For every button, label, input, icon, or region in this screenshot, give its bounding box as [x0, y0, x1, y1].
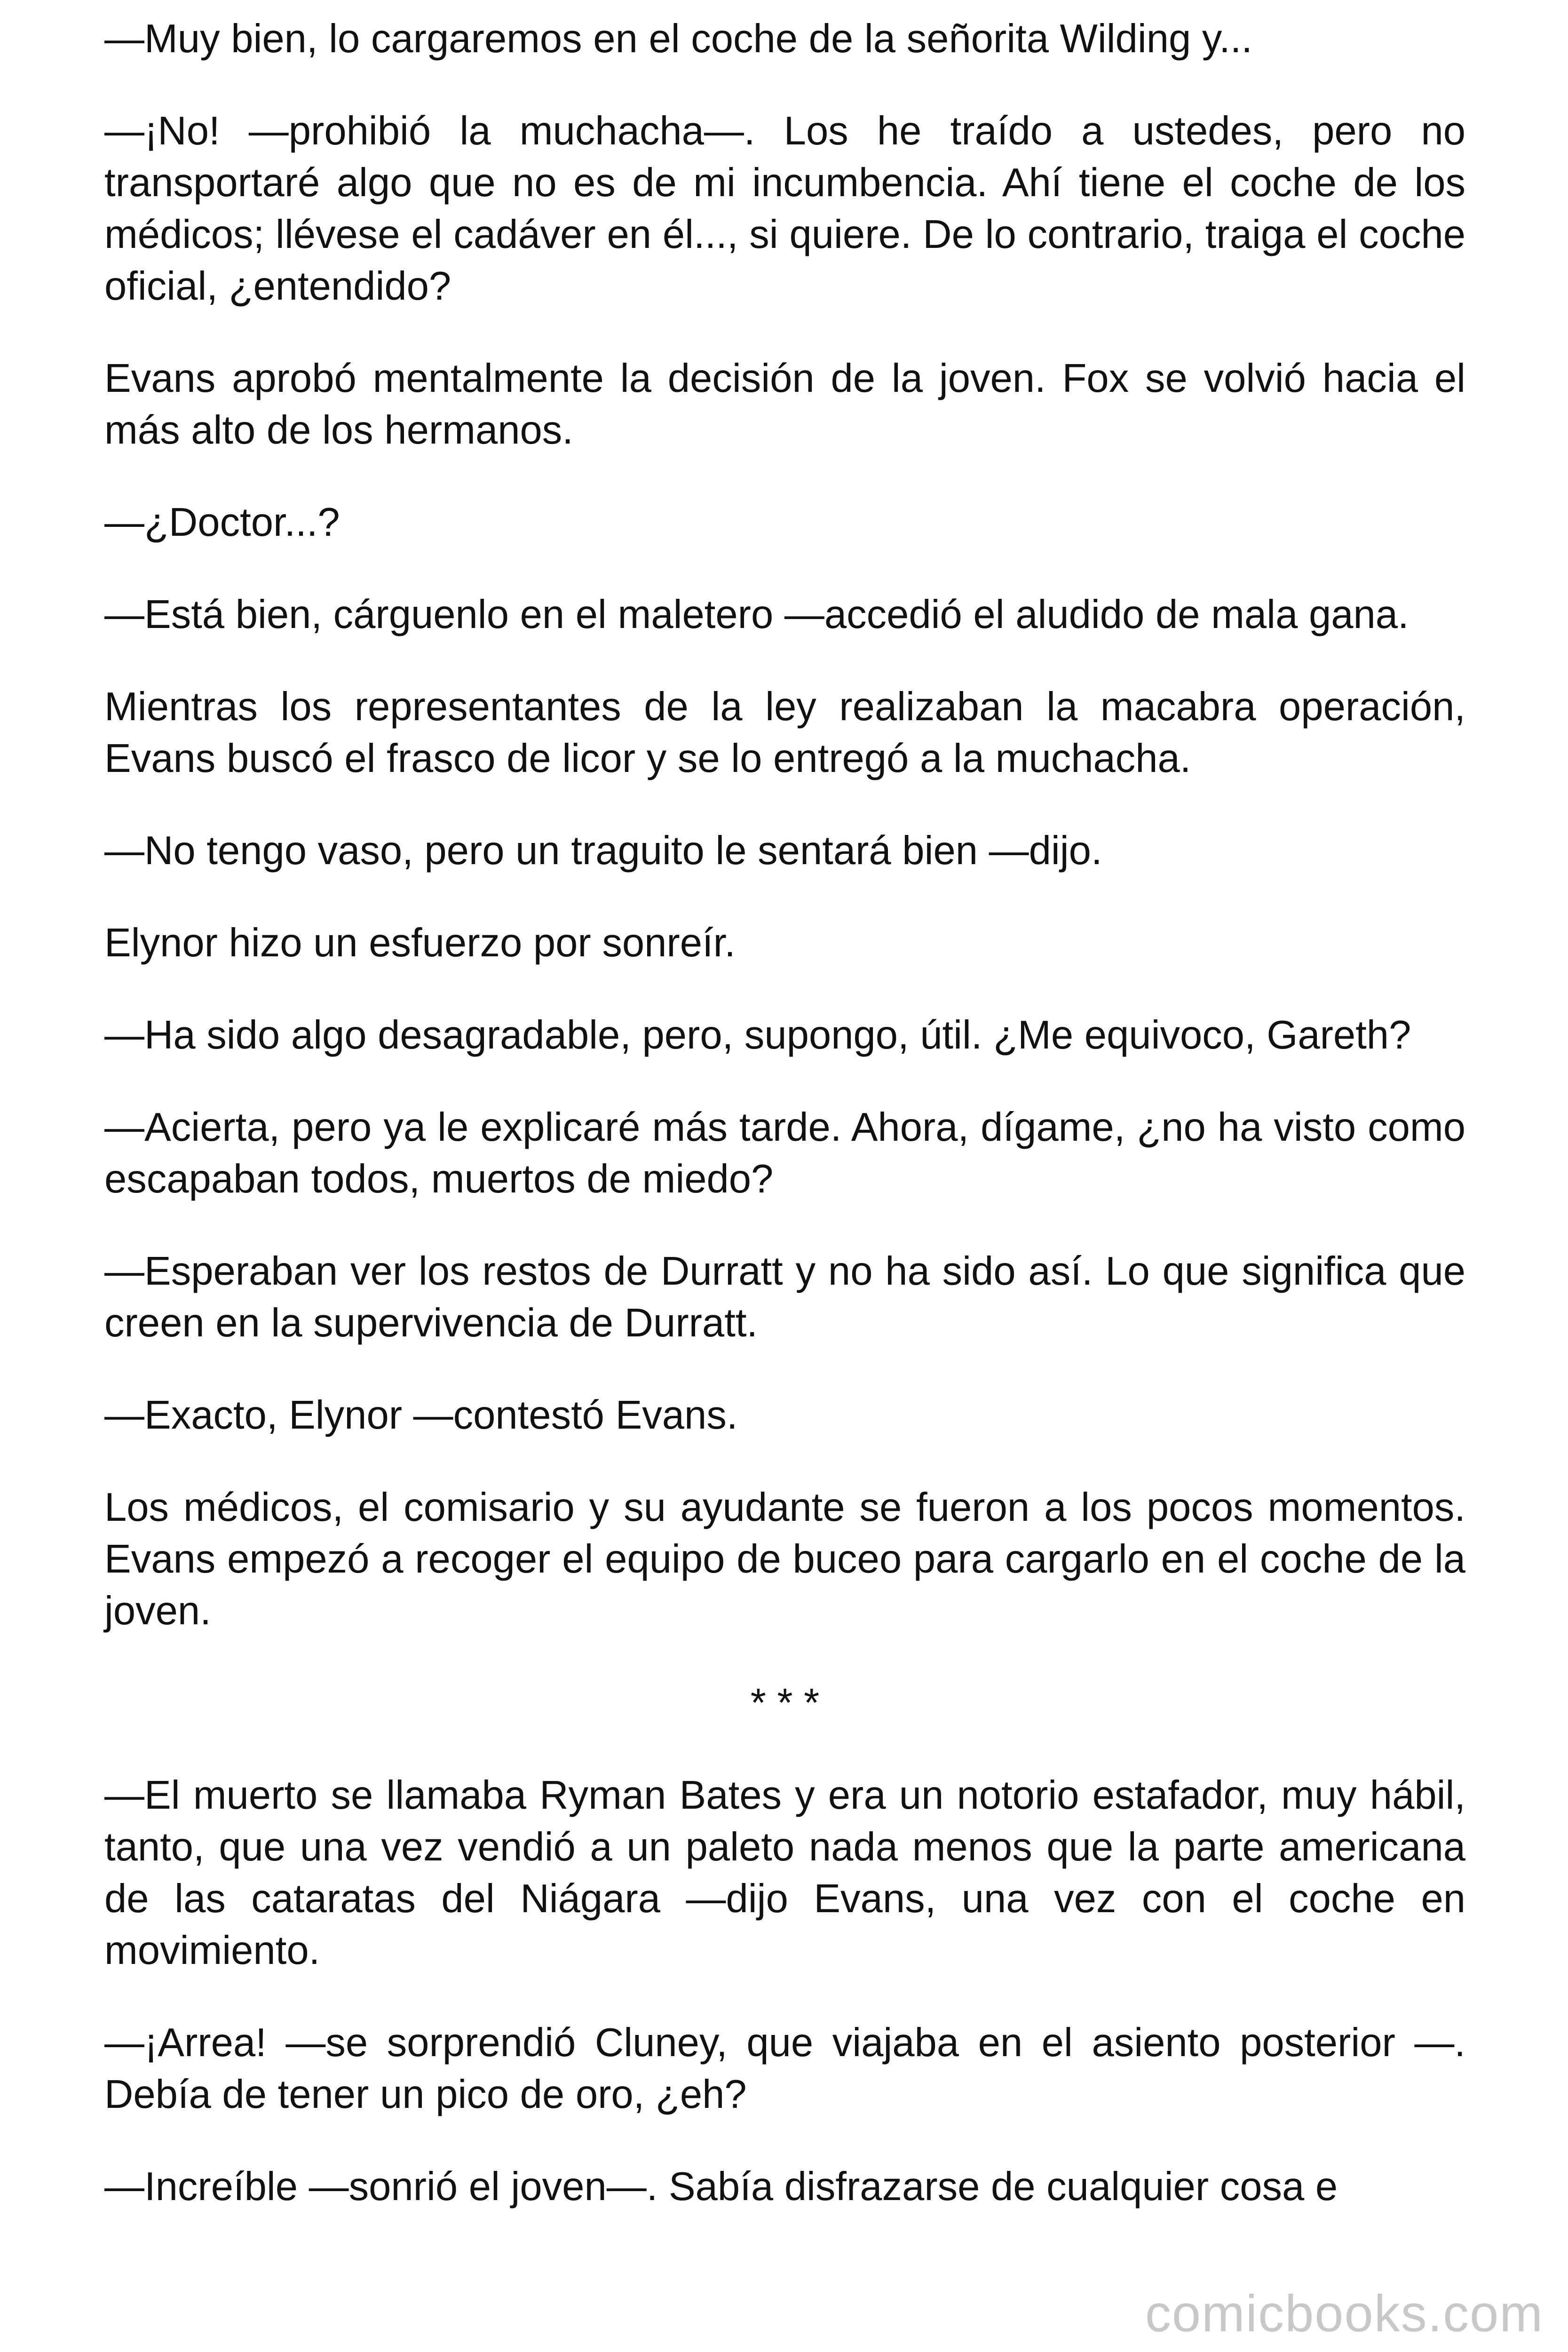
- paragraph: —¡Arrea! —se sorprendió Cluney, que viajaba en el asiento posterior —. Debía de tener un pico de oro, ¿eh?: [104, 2020, 1465, 2117]
- paragraph: —Acierta, pero ya le explicaré más tarde. Ahora, dígame, ¿no ha visto como escapaban todos, muertos de miedo?: [104, 1105, 1465, 1201]
- paragraph: —Increíble —sonrió el joven—. Sabía disfrazarse de cualquier cosa e: [104, 2164, 1338, 2209]
- paragraph: Mientras los representantes de la ley realizaban la macabra operación, Evans buscó el frasco de licor y se lo entregó a la muchacha.: [104, 684, 1465, 781]
- paragraph: Los médicos, el comisario y su ayudante se fueron a los pocos momentos. Evans empezó a recoger el equipo de buceo para cargarlo en el coche de la joven.: [104, 1485, 1465, 1633]
- paragraph: Evans aprobó mentalmente la decisión de la joven. Fox se volvió hacia el más alto de los hermanos.: [104, 356, 1465, 453]
- scene-separator: * * *: [750, 1681, 820, 1725]
- paragraph: —No tengo vaso, pero un traguito le sentará bien —dijo.: [104, 828, 1102, 873]
- paragraph: —Esperaban ver los restos de Durratt y no ha sido así. Lo que significa que creen en la supervivencia de Durratt.: [104, 1249, 1465, 1345]
- paragraph: —¡No! —prohibió la muchacha—. Los he traído a ustedes, pero no transportaré algo que no es de mi incumbencia. Ahí tiene el coche de los médicos; llévese el cadáver en él..., si quiere. De lo contrario, traiga el coche oficial, ¿entendido?: [104, 109, 1465, 309]
- paragraph: Elynor hizo un esfuerzo por sonreír.: [104, 921, 736, 965]
- paragraph: —El muerto se llamaba Ryman Bates y era un notorio estafador, muy hábil, tanto, que una vez vendió a un paleto nada menos que la parte americana de las cataratas del Niágara —dijo Evans, una vez con el coche en movimiento.: [104, 1773, 1465, 1973]
- paragraph: —Ha sido algo desagradable, pero, supongo, útil. ¿Me equivoco, Gareth?: [104, 1013, 1411, 1057]
- paragraph: —Está bien, cárguenlo en el maletero —accedió el aludido de mala gana.: [104, 592, 1409, 637]
- body-text: [104, 13, 1465, 2253]
- paragraph: —Muy bien, lo cargaremos en el coche de la señorita Wilding y...: [104, 16, 1252, 61]
- paragraph: —¿Doctor...?: [104, 500, 340, 545]
- watermark: comicbooks.com: [1145, 2285, 1544, 2343]
- paragraph: —Exacto, Elynor —contestó Evans.: [104, 1393, 738, 1438]
